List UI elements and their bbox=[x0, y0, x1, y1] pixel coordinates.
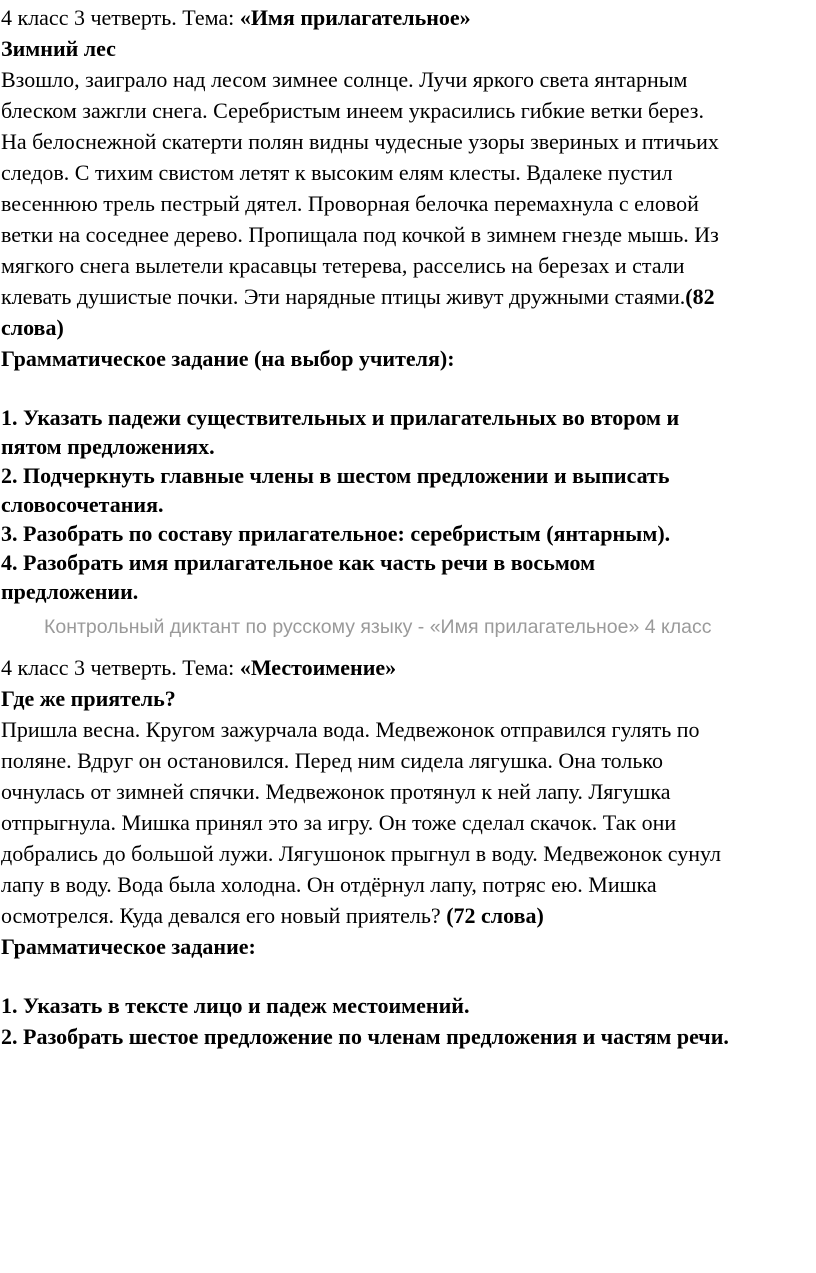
section1-task-line: предложении. bbox=[1, 579, 139, 604]
section2-text-line: поляне. Вдруг он остановился. Перед ним сидела лягушка. Она только bbox=[1, 748, 663, 773]
section1-task-line: 4. Разобрать имя прилагательное как часть речи в восьмом bbox=[1, 550, 596, 575]
section1-theme-title: «Имя прилагательное» bbox=[239, 5, 471, 30]
section1-task-line: 3. Разобрать по составу прилагательное: серебристым (янтарным). bbox=[1, 521, 671, 546]
section1-text-line: следов. С тихим свистом летят к высоким елям клесты. Вдалеке пустил bbox=[1, 160, 673, 185]
section1-text-last: клевать душистые почки. Эти нарядные птицы живут дружными стаями. bbox=[1, 284, 686, 309]
section1-text-last-line bbox=[1, 281, 715, 312]
section2-text-line: очнулась от зимней спячки. Медвежонок протянул к ней лапу. Лягушка bbox=[1, 779, 671, 804]
section2-theme-prefix: 4 класс 3 четверть. Тема: bbox=[1, 655, 240, 680]
section1-theme-line bbox=[1, 2, 471, 33]
section1-text-title: Зимний лес bbox=[1, 36, 116, 61]
section2-text-line: Пришла весна. Кругом зажурчала вода. Медвежонок отправился гулять по bbox=[1, 717, 700, 742]
section1-grammar-heading: Грамматическое задание (на выбор учителя): bbox=[1, 346, 455, 371]
section2-text-title: Где же приятель? bbox=[1, 686, 176, 711]
section1-task-line: словосочетания. bbox=[1, 492, 164, 517]
section1-text-line: весеннюю трель пестрый дятел. Проворная белочка перемахнула с еловой bbox=[1, 191, 699, 216]
section2-text-last: осмотрелся. Куда девался его новый приятель? bbox=[1, 903, 447, 928]
section1-word-count: (82 bbox=[685, 284, 715, 309]
section2-task-line: 1. Указать в тексте лицо и падеж местоимений. bbox=[1, 993, 470, 1018]
section2-theme-line bbox=[1, 652, 396, 683]
section1-text-line: ветки на соседнее дерево. Пропищала под кочкой в зимнем гнезде мышь. Из bbox=[1, 222, 719, 247]
section2-text-line: лапу в воду. Вода была холодна. Он отдёрнул лапу, потряс ею. Мишка bbox=[1, 872, 657, 897]
section1-text-line: мягкого снега вылетели красавцы тетерева, расселись на березах и стали bbox=[1, 253, 685, 278]
section1-task-line: 2. Подчеркнуть главные члены в шестом предложении и выписать bbox=[1, 463, 670, 488]
document-caption: Контрольный диктант по русскому языку - «Имя прилагательное» 4 класс bbox=[44, 616, 712, 638]
section1-theme-prefix: 4 класс 3 четверть. Тема: bbox=[1, 5, 240, 30]
section1-text-line: Взошло, заиграло над лесом зимнее солнце. Лучи яркого света янтарным bbox=[1, 67, 688, 92]
section2-theme-title: «Местоимение» bbox=[239, 655, 397, 680]
section2-grammar-heading: Грамматическое задание: bbox=[1, 934, 256, 959]
section2-word-count: (72 слова) bbox=[446, 903, 544, 928]
section2-text-line: отпрыгнула. Мишка принял это за игру. Он тоже сделал скачок. Так они bbox=[1, 810, 677, 835]
section1-text-line: блеском зажгли снега. Серебристым инеем украсились гибкие ветки берез. bbox=[1, 98, 704, 123]
section2-task-line: 2. Разобрать шестое предложение по членам предложения и частям речи. bbox=[1, 1024, 729, 1049]
section1-text-line: На белоснежной скатерти полян видны чудесные узоры звериных и птичьих bbox=[1, 129, 719, 154]
section2-text-last-line bbox=[1, 900, 544, 931]
section1-task-line: 1. Указать падежи существительных и прилагательных во втором и bbox=[1, 405, 680, 430]
section2-text-line: добрались до большой лужи. Лягушонок прыгнул в воду. Медвежонок сунул bbox=[1, 841, 722, 866]
section1-task-line: пятом предложениях. bbox=[1, 434, 215, 459]
section1-word-count-cont: слова) bbox=[1, 315, 64, 340]
